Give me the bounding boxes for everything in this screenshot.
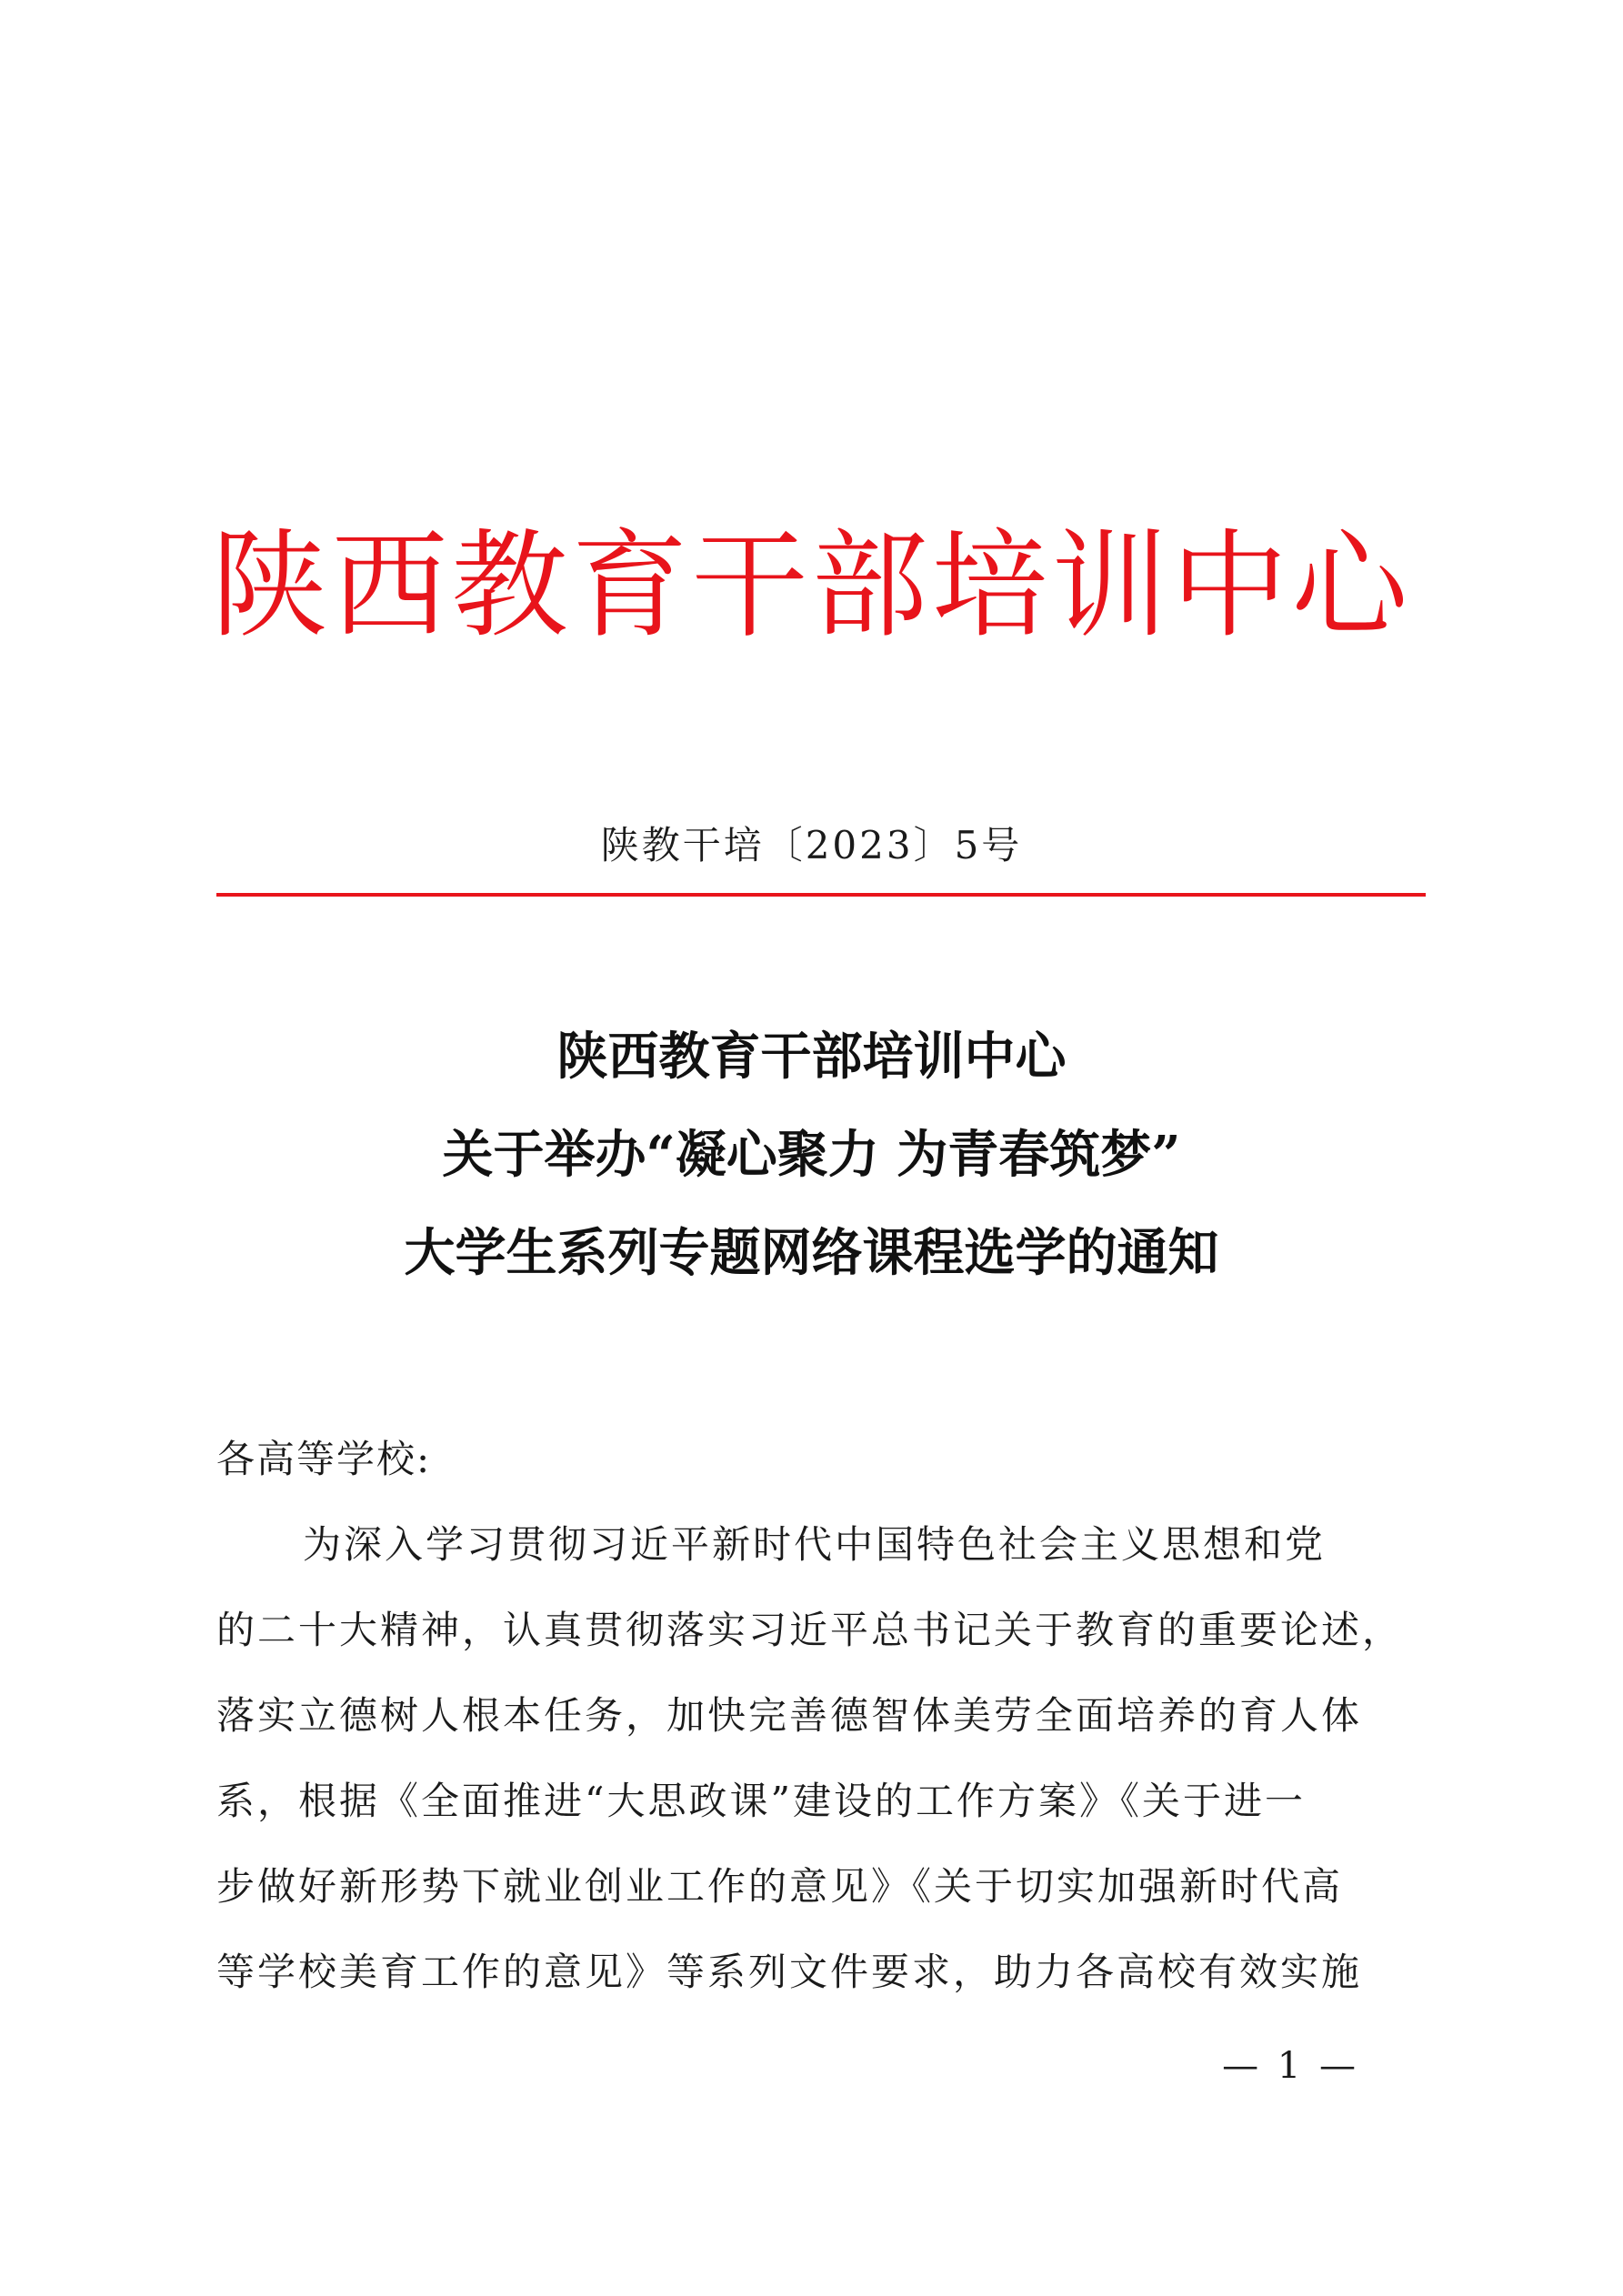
body-line: 的二十大精神，认真贯彻落实习近平总书记关于教育的重要论述， [216,1608,1404,1652]
masthead-title: 陕西教育干部培训中心 [211,518,1412,654]
body-line: 为深入学习贯彻习近平新时代中国特色社会主义思想和党 [303,1522,1327,1567]
body-paragraph [216,1502,1426,2015]
salutation: 各高等学校: [216,1437,432,1481]
body-line: 步做好新形势下就业创业工作的意见》《关于切实加强新时代高 [216,1864,1344,1909]
title-line-3: 大学生系列专题网络课程选学的通知 [404,1223,1219,1283]
title-line-1: 陕西教育干部培训中心 [556,1027,1067,1087]
body-line: 等学校美育工作的意见》等系列文件要求，助力各高校有效实施 [216,1950,1363,1994]
page-number: — 1 — [1222,2045,1359,2087]
body-line: 落实立德树人根本任务，加快完善德智体美劳全面培养的育人体 [216,1693,1363,1738]
red-divider-line [216,893,1426,897]
body-line: 系，根据《全面推进“大思政课”建设的工作方案》《关于进一 [216,1779,1306,1823]
notice-title [0,1008,1623,1302]
title-line-2: 关于举办“凝心聚力 为青春筑梦” [442,1125,1181,1185]
document-number: 陕教干培〔2023〕5号 [600,823,1023,867]
